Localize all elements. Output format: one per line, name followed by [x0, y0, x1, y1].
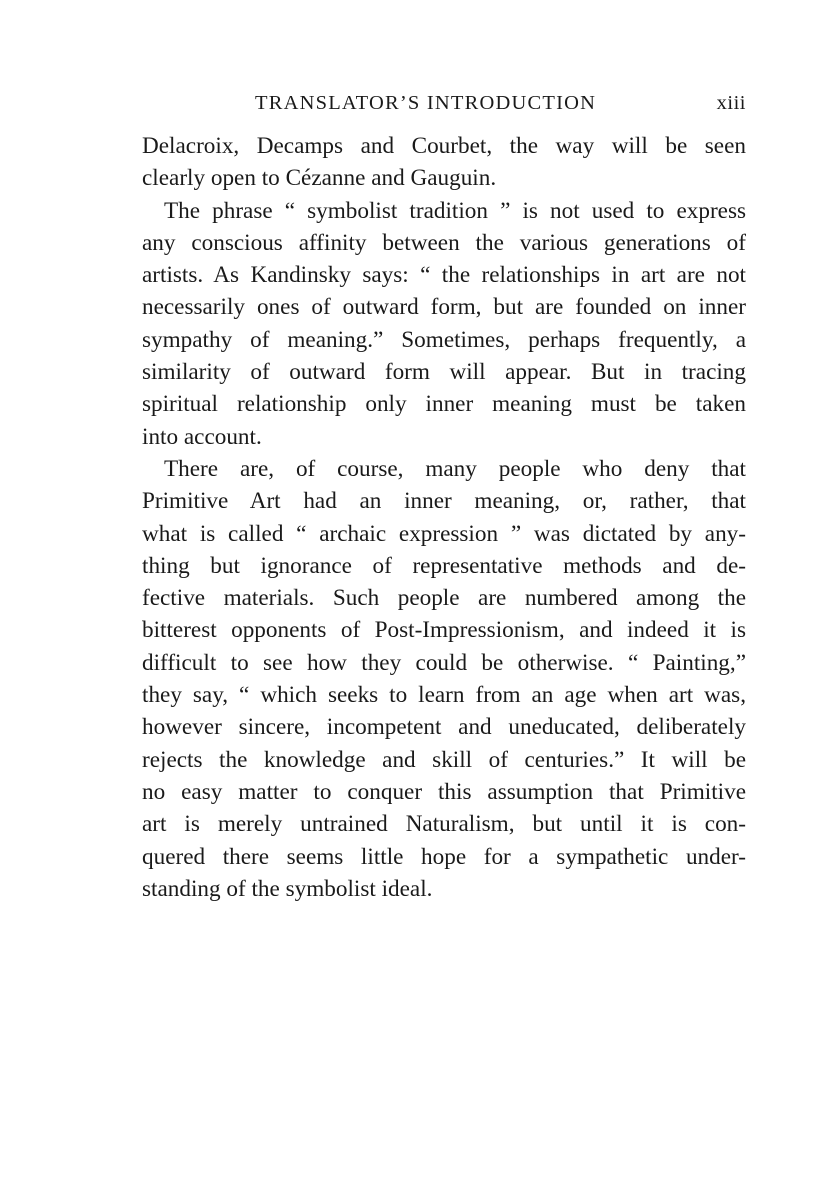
paragraph-3 [142, 453, 746, 905]
text-line: bitterest opponents of Post-Impressionism, and indeed it is [142, 617, 746, 644]
text-line: difficult to see how they could be otherwise. “ Painting,” [142, 649, 746, 676]
text-line: spiritual relationship only inner meaning must be taken [142, 391, 746, 418]
text-line: clearly open to Cézanne and Gauguin. [142, 165, 497, 192]
text-line: rejects the knowledge and skill of centuries.” It will be [142, 746, 746, 773]
text-line: Delacroix, Decamps and Courbet, the way will be seen [142, 133, 746, 159]
text-line: sympathy of meaning.” Sometimes, perhaps frequently, a [142, 326, 746, 353]
running-head [142, 92, 746, 124]
text-line: necessarily ones of outward form, but are founded on inner [142, 294, 746, 321]
text-line: however sincere, incompetent and uneducated, deliberately [142, 714, 746, 741]
paragraph-2 [142, 195, 746, 453]
text-line: There are, of course, many people who deny that [164, 455, 746, 482]
text-line: similarity of outward form will appear. But in tracing [142, 359, 746, 386]
text-line: Primitive Art had an inner meaning, or, rather, that [142, 488, 746, 515]
paragraph-1 [142, 130, 746, 195]
text-line: quered there seems little hope for a sympathetic under- [142, 843, 746, 870]
text-line: any conscious affinity between the various generations of [142, 229, 746, 256]
text-line: thing but ignorance of representative methods and de- [142, 552, 746, 579]
text-line: into account. [142, 423, 262, 450]
text-line: what is called “ archaic expression ” was dictated by any- [142, 520, 746, 547]
text-line: art is merely untrained Naturalism, but until it is con- [142, 811, 746, 838]
text-line: artists. As Kandinsky says: “ the relationships in art are not [142, 262, 746, 289]
body-text [142, 130, 746, 905]
page-number: xiii [716, 92, 746, 114]
running-head-title: TRANSLATOR’S INTRODUCTION [255, 92, 597, 114]
book-page [142, 92, 746, 905]
text-line: fective materials. Such people are numbered among the [142, 585, 746, 612]
text-line: standing of the symbolist ideal. [142, 875, 433, 902]
text-line: The phrase “ symbolist tradition ” is not used to express [164, 197, 746, 224]
text-line: no easy matter to conquer this assumption that Primitive [142, 778, 746, 805]
text-line: they say, “ which seeks to learn from an age when art was, [142, 682, 746, 709]
